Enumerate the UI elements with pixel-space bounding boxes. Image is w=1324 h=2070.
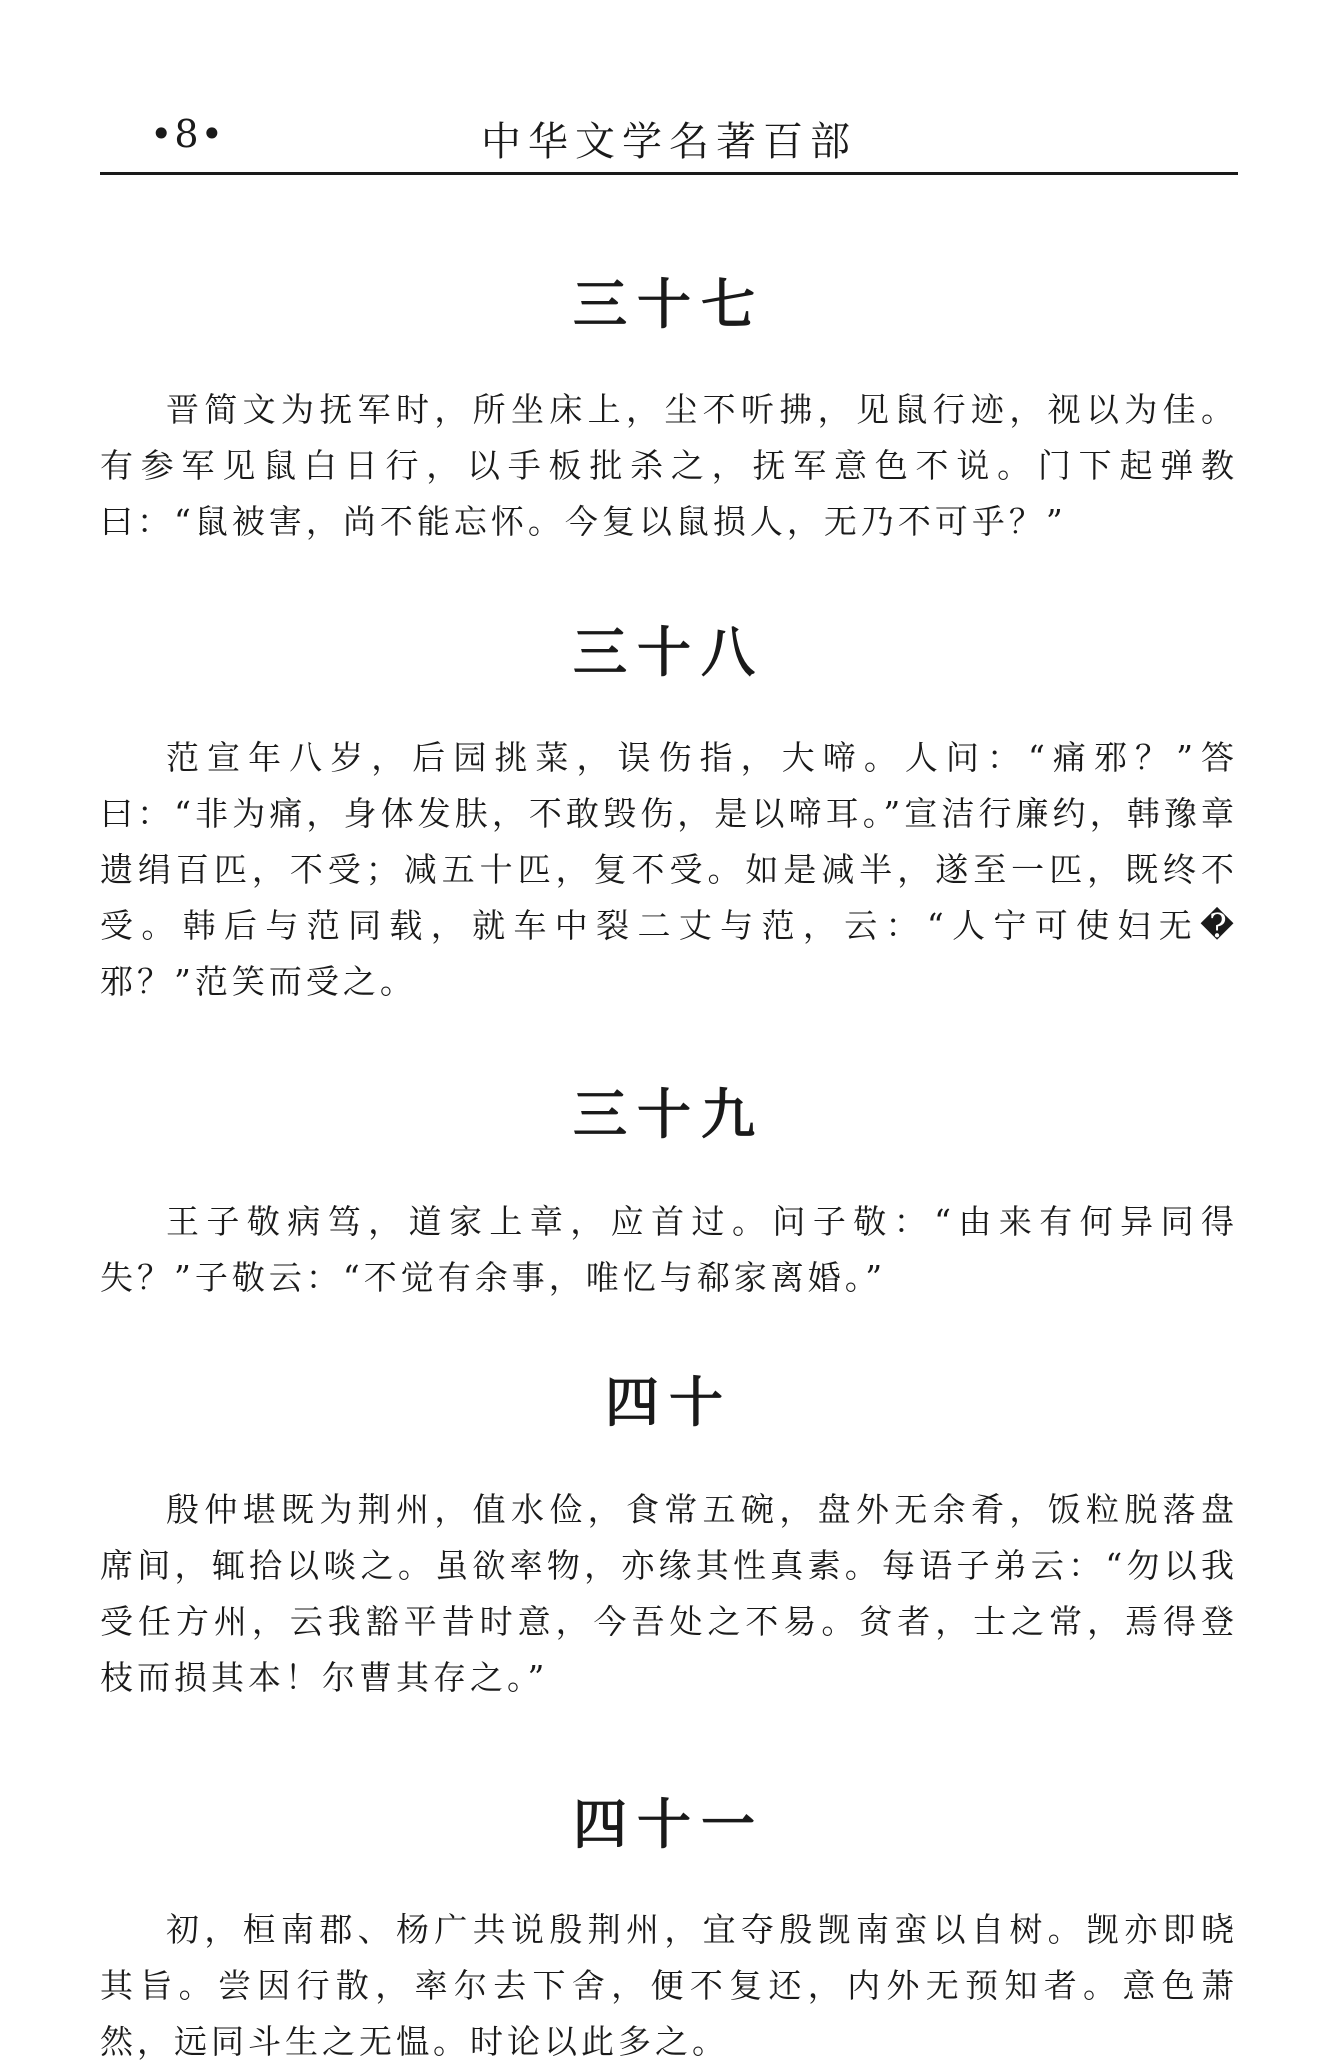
- spacer: [100, 1010, 1238, 1080]
- section-body-40: 殷仲堪既为荆州，值水俭，食常五碗，盘外无余肴，饭粒脱落盘席间，辄拾以啖之。虽欲率物，亦缘其性真素。每语子弟云：“勿以我受任方州，云我豁平昔时意，今吾处之不易。贫者，士之常，焉得登枝而损其本！尔曹其存之。”: [100, 1490, 1238, 1697]
- spacer: [100, 340, 1238, 382]
- page-content: [100, 172, 1238, 2070]
- section-title-40: 四十: [605, 1371, 733, 1434]
- spacer: [100, 172, 1238, 270]
- spacer: [100, 688, 1238, 730]
- spacer: [100, 1706, 1238, 1790]
- page-header: [100, 100, 1238, 175]
- running-title: 中华文学名著百部: [481, 119, 857, 165]
- spacer: [100, 1860, 1238, 1902]
- section-body-39: 王子敬病笃，道家上章，应首过。问子敬：“由来有何异同得失？”子敬云：“不觉有余事，唯忆与郗家离婚。”: [100, 1202, 1238, 1297]
- section-title-39: 三十九: [573, 1083, 765, 1146]
- section-body-41: 初，桓南郡、杨广共说殷荆州，宜夺殷觊南蛮以自树。觊亦即晓其旨。尝因行散，率尔去下舍，便不复还，内外无预知者。意色萧然，远同斗生之无愠。时论以此多之。: [100, 1910, 1238, 2061]
- spacer: [100, 1306, 1238, 1368]
- spacer: [100, 550, 1238, 618]
- section-body-37: 晋简文为抚军时，所坐床上，尘不听拂，见鼠行迹，视以为佳。有参军见鼠白日行，以手板批杀之，抚军意色不说。门下起弹教曰：“鼠被害，尚不能忘怀。今复以鼠损人，无乃不可乎？”: [100, 390, 1238, 541]
- spacer: [100, 1438, 1238, 1482]
- section-body-38: 范宣年八岁，后园挑菜，误伤指，大啼。人问：“痛邪？”答曰：“非为痛，身体发肤，不敢毁伤，是以啼耳。”宣洁行廉约，韩豫章遗绢百匹，不受；减五十匹，复不受。如是减半，遂至一匹，既终不受。韩后与范同载，就车中裂二丈与范，云：“人宁可使妇无�邪？”范笑而受之。: [100, 738, 1238, 1001]
- section-title-41: 四十一: [573, 1793, 765, 1856]
- section-title-38: 三十八: [573, 621, 765, 684]
- page-number: •8•: [150, 112, 226, 156]
- section-title-37: 三十七: [573, 273, 765, 336]
- spacer: [100, 1150, 1238, 1194]
